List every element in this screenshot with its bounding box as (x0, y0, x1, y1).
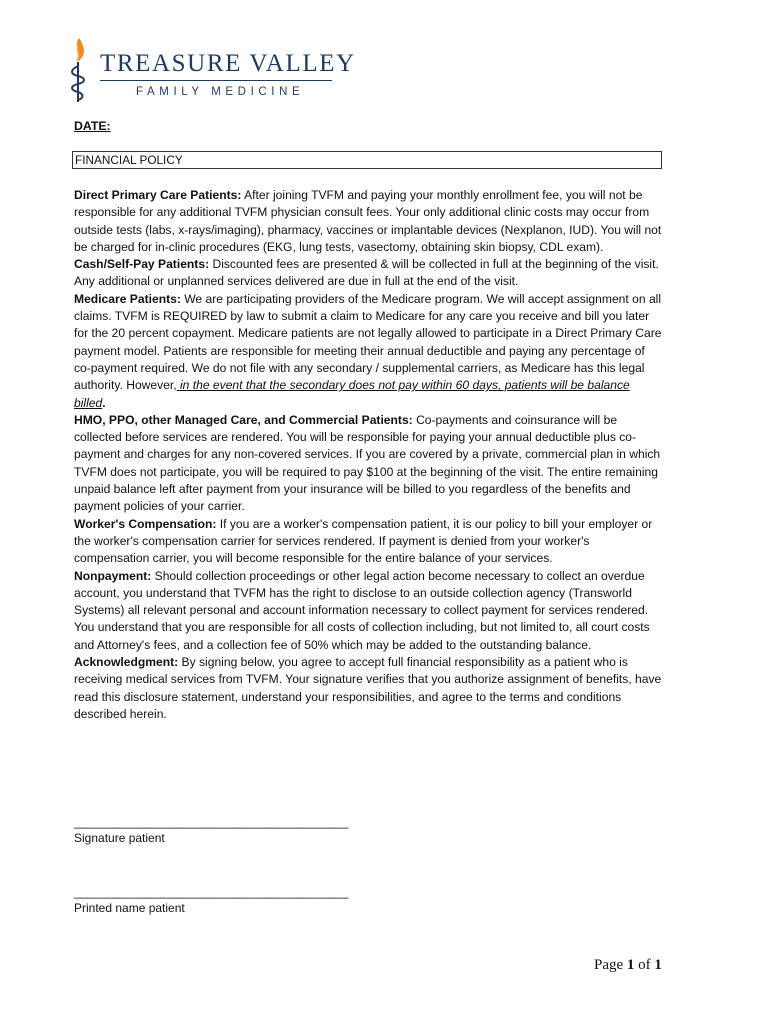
section-heading: Cash/Self-Pay Patients: (74, 257, 210, 272)
section-heading: Direct Primary Care Patients: (74, 188, 242, 202)
section-text: If you are a worker's compensation patient, it is our policy to bill your employer or the worker's compensation carrier for services rendered. If payment is denied from your worker's compensation carrier, you will become responsible for the entire balance of your services. (74, 516, 653, 566)
logo-subtitle: FAMILY MEDICINE (136, 86, 305, 98)
printed-name-line[interactable]: ___________________________________________ (74, 885, 349, 899)
section-text: We are participating providers of the Medicare program. We will accept assignment on all claims. TVFM is REQUIRED by law to submit a claim to Medicare for any care you receive and bill you later for the 20 percent copayment. Medicare patients are not legally allowed to participate in a Direct Primary Care payment model. Patients are responsible for meeting their annual deductible and paying any percentage of co-payment required. We do not file with any secondary / supplemental carriers, as Medicare has this legal authority. However, (74, 291, 662, 393)
section-managed-care (74, 412, 664, 516)
section-direct-primary-care (74, 187, 664, 256)
section-heading: Medicare Patients: (74, 291, 181, 306)
section-heading: HMO, PPO, other Managed Care, and Commercial Patients: (74, 412, 413, 427)
treasure-valley-logo (66, 36, 356, 106)
section-text: Should collection proceedings or other legal action become necessary to collect an overdue account, you understand that TVFM has the right to disclose to an outside collection agency (Transworld Systems) all relevant personal and account information necessary to collect payment for services rendered. You understand that you are responsible for all costs of collection including, but not limited to, all court costs and Attorney's fees, and a collection fee of 50% which may be added to the outstanding balance. (74, 568, 650, 652)
signature-label: Signature patient (74, 831, 165, 845)
date-label: DATE: (74, 119, 111, 133)
section-end: . (102, 395, 106, 410)
section-workers-compensation (74, 516, 664, 568)
policy-heading: FINANCIAL POLICY (72, 151, 662, 169)
section-text: Discounted fees are presented & will be collected in full at the beginning of the visit. Any additional or unplanned services delivered are due in full at the end of the visit. (74, 257, 659, 289)
logo-title: TREASURE VALLEY (100, 50, 356, 77)
policy-body (74, 187, 664, 723)
page-middle: of (634, 957, 655, 973)
section-heading: Nonpayment: (74, 568, 152, 583)
logo-divider (100, 80, 332, 81)
section-heading: Worker's Compensation: (74, 516, 217, 531)
section-nonpayment (74, 568, 664, 654)
signature-line[interactable]: ___________________________________________ (74, 815, 349, 829)
page-prefix: Page (594, 957, 627, 973)
section-text: By signing below, you agree to accept full financial responsibility as a patient who is receiving medical services from TVFM. Your signature verifies that you authorize assignment of benefits, have read this disclosure statement, understand your responsibilities, and agree to the terms and conditions described herein. (74, 655, 662, 721)
flame-caduceus-icon (66, 36, 96, 106)
page-total: 1 (654, 957, 662, 973)
section-acknowledgment (74, 654, 664, 723)
section-text: Co-payments and coinsurance will be collected before services are rendered. You will be responsible for paying your annual deductible plus co-payment and charges for any non-covered services. If you are covered by a private, commercial plan in which TVFM does not participate, you will be required to pay $100 at the beginning of the visit. The entire remaining unpaid balance left after payment from your insurance will be billed to you regardless of the benefits and payment policies of your carrier. (74, 412, 661, 514)
page-current: 1 (626, 957, 635, 973)
printed-name-label: Printed name patient (74, 901, 185, 915)
section-text: After joining TVFM and paying your monthly enrollment fee, you will not be responsible for any additional TVFM physician consult fees. Your only additional clinic costs may occur from outside tests (labs, x-rays/imaging), pharmacy, vaccines or implantable devices (Nexplanon, IUD). You will not be charged for in-clinic procedures (EKG, lung tests, vasectomy, obtaining skin biopsy, CDL exam). (74, 188, 662, 254)
section-medicare (74, 291, 664, 412)
balance-billed-emphasis: in the event that the secondary does not pay within 60 days, patients will be balance billed (74, 378, 630, 410)
section-heading: Acknowledgment: (74, 655, 179, 670)
page-number (594, 957, 662, 974)
section-cash-self-pay (74, 256, 664, 291)
